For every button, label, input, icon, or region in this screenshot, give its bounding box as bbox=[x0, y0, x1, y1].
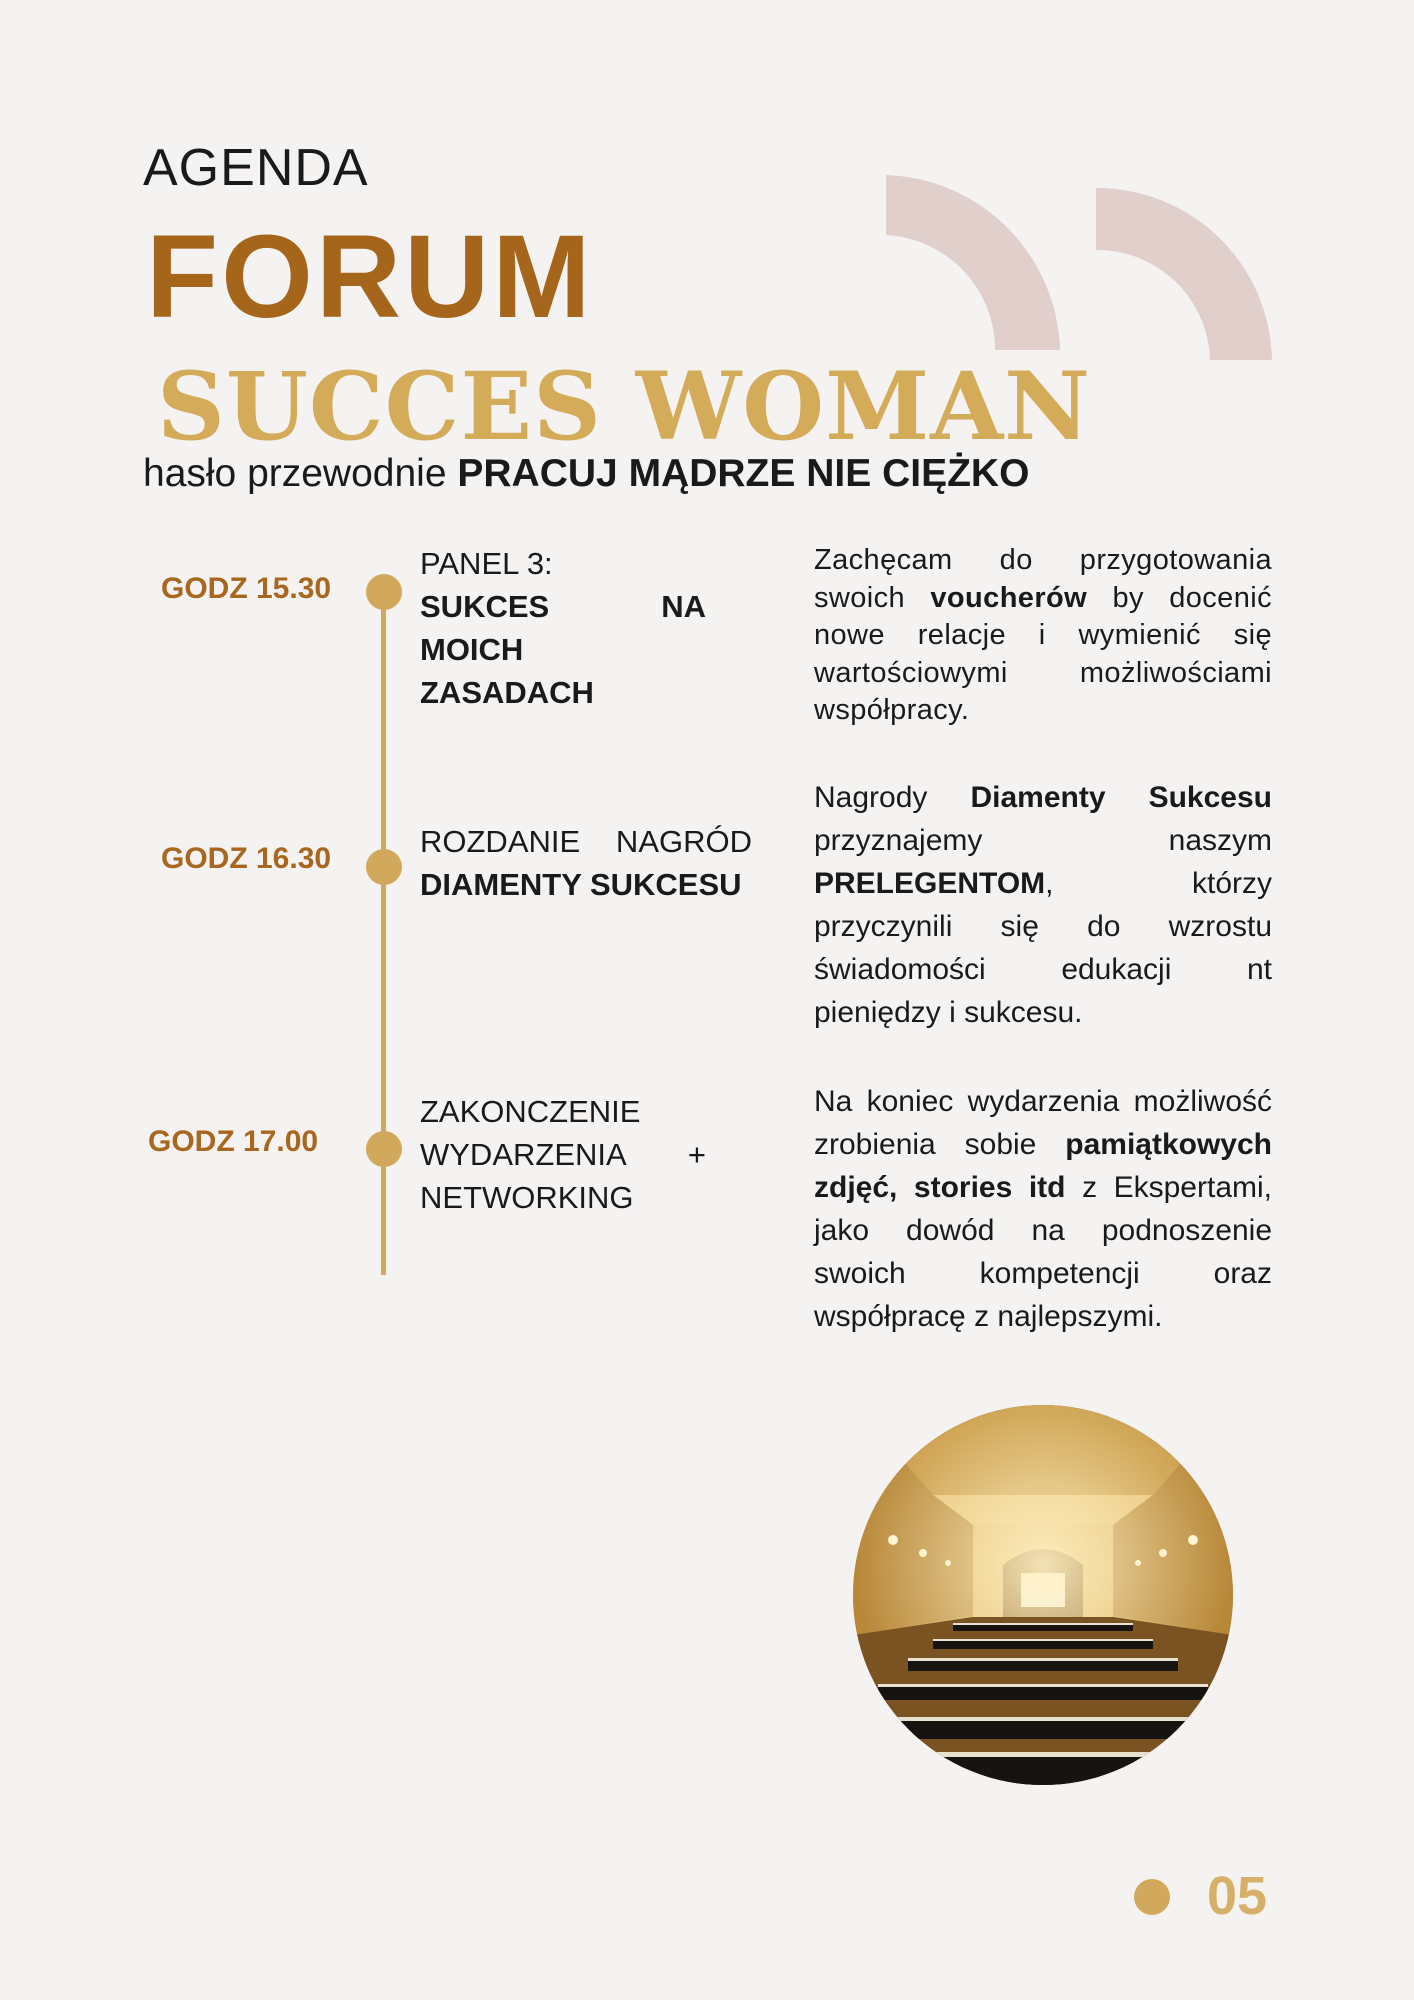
agenda-title-1-word1: SUKCES bbox=[420, 589, 550, 624]
timeline-dot-icon bbox=[366, 1131, 402, 1167]
agenda-title-3-line3: NETWORKING bbox=[420, 1180, 634, 1215]
agenda-title-1-line2 bbox=[420, 585, 706, 628]
agenda-title-3 bbox=[420, 1090, 706, 1219]
agenda-title-1 bbox=[420, 542, 706, 714]
agenda-title-1-line1: PANEL 3: bbox=[420, 546, 553, 581]
motto-prefix: hasło przewodnie bbox=[143, 452, 447, 495]
timeline-dot-icon bbox=[366, 574, 402, 610]
conference-hall-photo bbox=[853, 1405, 1233, 1785]
timeline-dot-icon bbox=[366, 849, 402, 885]
agenda-title-2 bbox=[420, 820, 752, 906]
agenda-title-2-line1: ROZDANIE NAGRÓD bbox=[420, 824, 752, 859]
agenda-desc-2-bold-a: Diamenty Sukcesu bbox=[970, 781, 1272, 814]
agenda-desc-2-text-c: , którzy przyczynili się do wzrostu świadomości edukacji nt pieniędzy i sukcesu. bbox=[814, 867, 1272, 1029]
forum-title: FORUM bbox=[146, 211, 594, 343]
agenda-desc-2-text-a: Nagrody bbox=[814, 781, 928, 814]
agenda-desc-1-text-b: by docenić nowe relacje i wymienić się wartościowymi możliwościami współpracy. bbox=[814, 581, 1272, 726]
agenda-desc-1 bbox=[814, 542, 1272, 730]
page-dot-icon bbox=[1134, 1879, 1170, 1915]
agenda-time-2: GODZ 16.30 bbox=[161, 842, 332, 875]
agenda-title-3-line1: ZAKONCZENIE bbox=[420, 1094, 641, 1129]
agenda-title-2-line2: DIAMENTY SUKCESU bbox=[420, 867, 742, 902]
agenda-title-1-line4: ZASADACH bbox=[420, 675, 594, 710]
agenda-time-3: GODZ 17.00 bbox=[148, 1125, 319, 1158]
agenda-desc-3-bold: pamiątkowych zdjęć, stories itd bbox=[814, 1128, 1272, 1204]
agenda-title-3-line2: WYDARZENIA + bbox=[420, 1137, 706, 1172]
agenda-desc-3-text-b: z Ekspertami, jako dowód na podnoszenie swoich kompetencji oraz współpracę z najlepszymi. bbox=[814, 1171, 1272, 1333]
agenda-desc-1-bold: voucherów bbox=[930, 581, 1088, 614]
agenda-time-1: GODZ 15.30 bbox=[161, 572, 332, 605]
agenda-desc-3 bbox=[814, 1080, 1272, 1338]
closing-quote-mark-icon bbox=[880, 170, 1280, 370]
timeline-line bbox=[381, 590, 386, 1275]
agenda-desc-2-text-b: przyznajemy naszym bbox=[814, 824, 1272, 857]
agenda-desc-1-text-a: Zachęcam do przygotowania swoich bbox=[814, 544, 1272, 614]
agenda-title-1-line3: MOICH bbox=[420, 632, 524, 667]
agenda-desc-3-text-a: Na koniec wydarzenia możliwość zrobienia sobie bbox=[814, 1085, 1272, 1161]
agenda-label: AGENDA bbox=[143, 139, 369, 197]
agenda-desc-2-bold-b: PRELEGENTOM bbox=[814, 867, 1046, 900]
motto bbox=[143, 452, 1029, 496]
agenda-desc-2 bbox=[814, 776, 1272, 1034]
agenda-title-1-word2: NA bbox=[661, 589, 706, 624]
motto-bold: PRACUJ MĄDRZE NIE CIĘŻKO bbox=[457, 452, 1030, 495]
page-number: 05 bbox=[1207, 1866, 1268, 1926]
event-title: SUCCES WOMAN bbox=[157, 352, 1092, 462]
